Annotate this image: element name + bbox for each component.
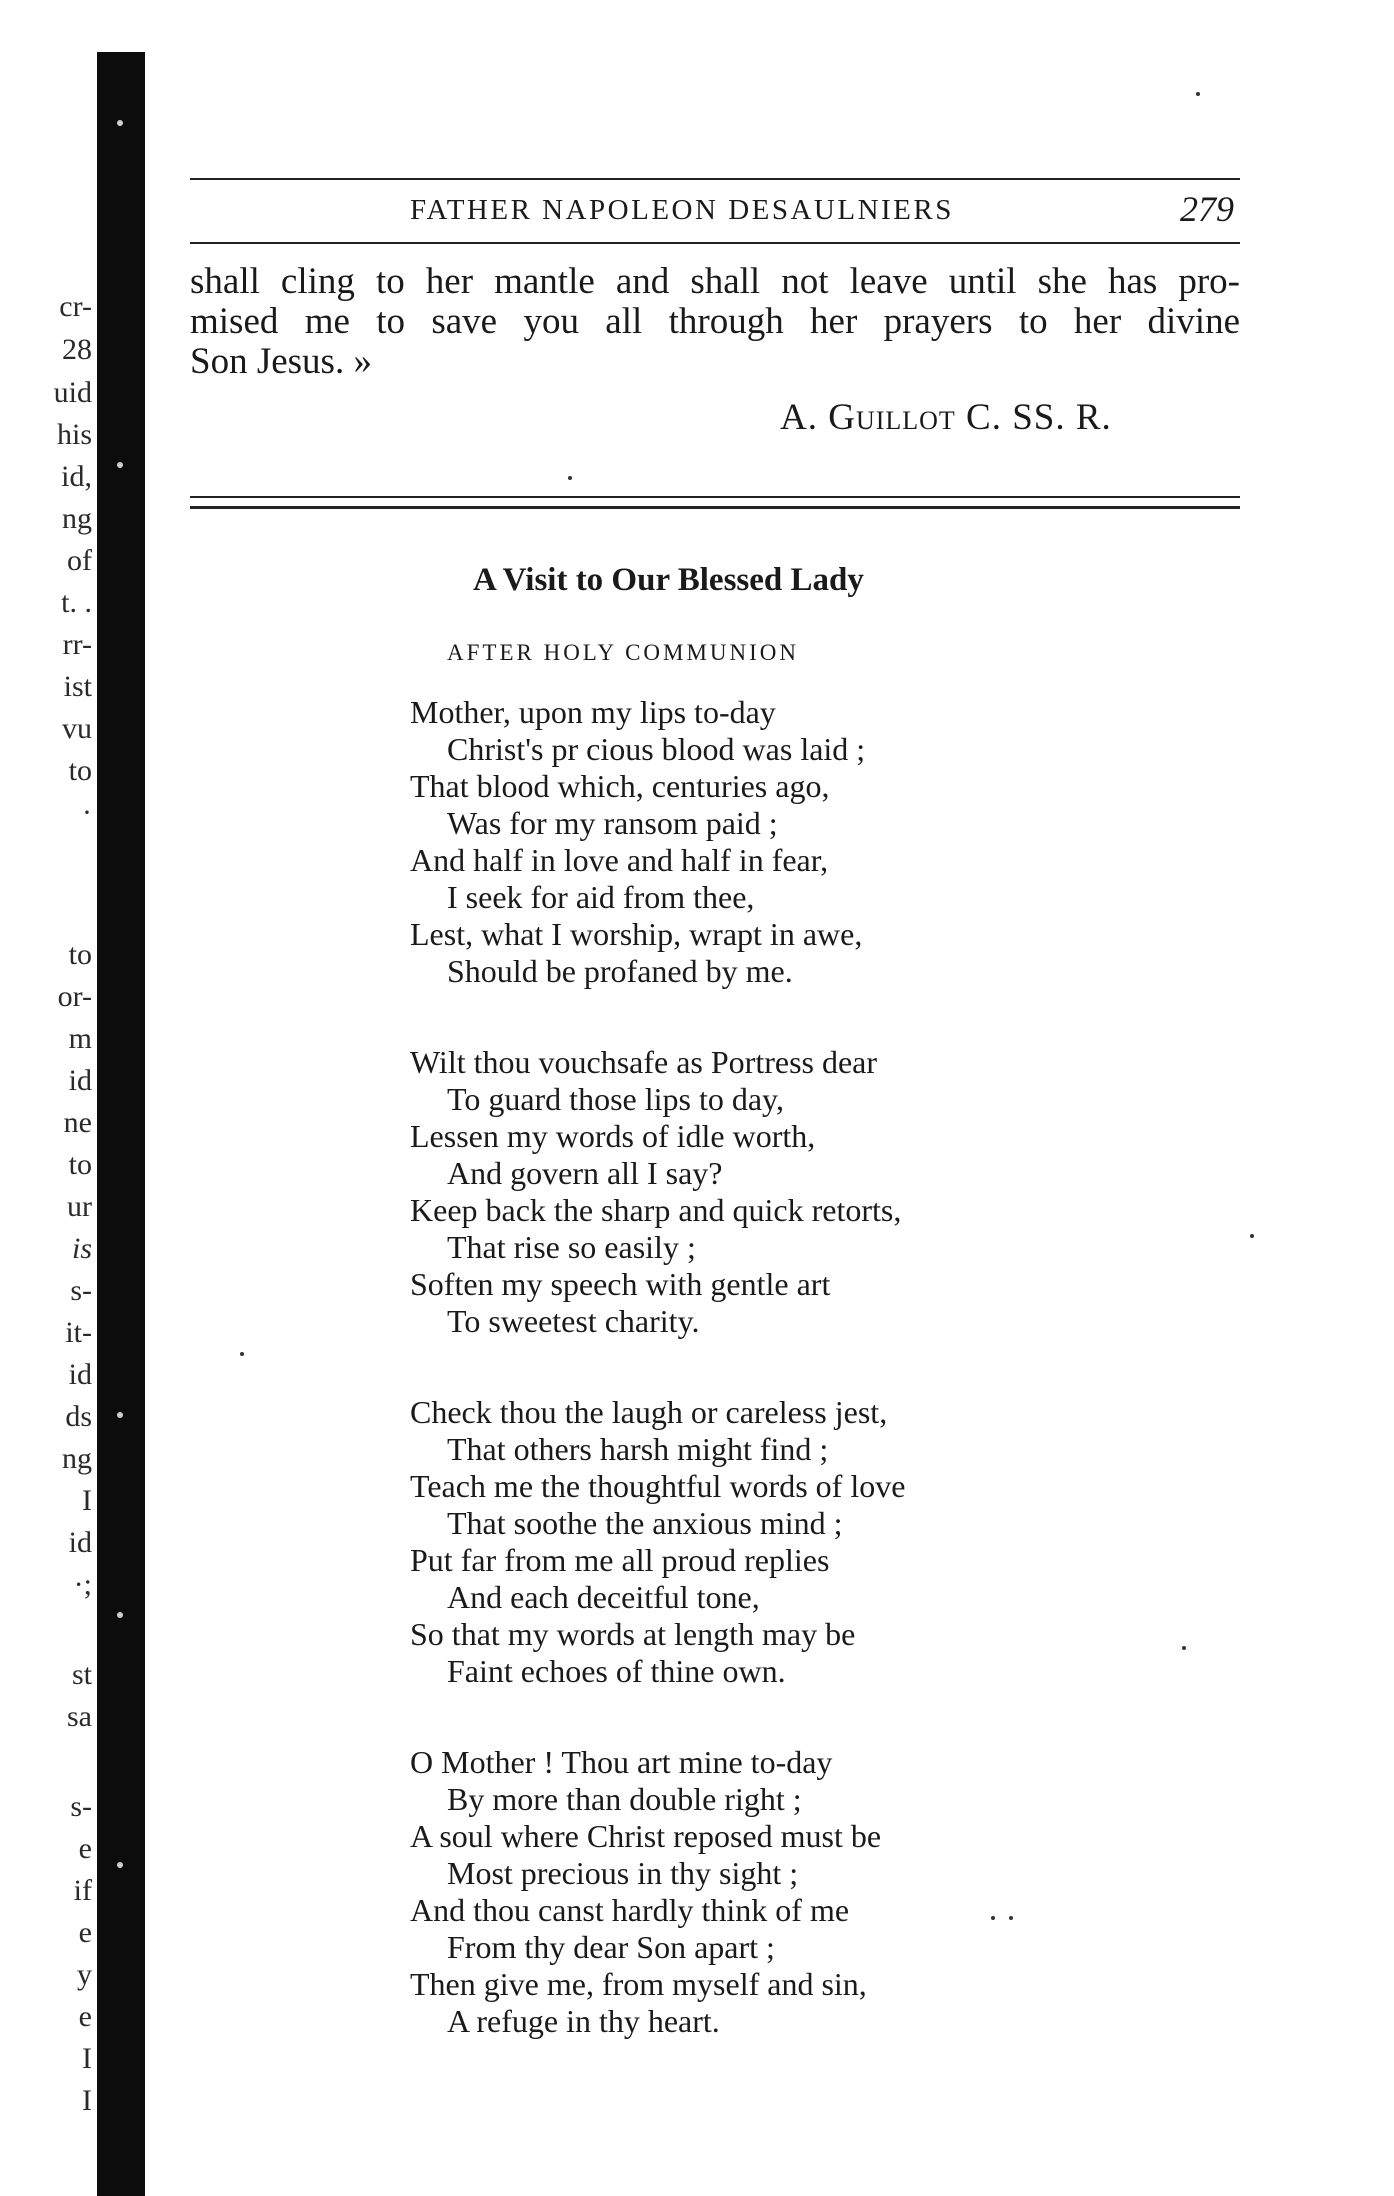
page-number: 279	[1180, 189, 1234, 229]
poem-line: Lest, what I worship, wrapt in awe,	[410, 916, 863, 952]
print-speck	[568, 476, 572, 480]
poem-line: To guard those lips to day,	[447, 1081, 784, 1117]
fragment: ·;	[73, 1568, 92, 1601]
fragment: st	[71, 1658, 92, 1691]
fragment: ur	[67, 1190, 92, 1223]
poem-line: And thou canst hardly think of me	[410, 1892, 850, 1928]
fragment: ne	[63, 1106, 92, 1139]
header-underline	[190, 242, 1240, 244]
prose-line: Son Jesus. »	[190, 341, 372, 382]
poem-line: Christ's pr cious blood was laid ;	[447, 731, 866, 767]
fragment: e	[78, 1916, 92, 1949]
fragment: vu	[62, 712, 92, 745]
poem-line: So that my words at length may be	[410, 1616, 856, 1652]
fragment: is	[71, 1232, 92, 1265]
fragment: of	[67, 544, 92, 577]
fragment: cr-	[59, 290, 92, 323]
fragment: e	[78, 2000, 92, 2033]
print-speck	[240, 1352, 244, 1356]
poem-line: And each deceitful tone,	[447, 1579, 760, 1615]
prose-line: mised me to save you all through her prayers to her divine	[190, 301, 1240, 342]
poem-line: Mother, upon my lips to-day	[410, 694, 776, 730]
poem-line: That rise so easily ;	[447, 1229, 696, 1265]
section-divider	[190, 496, 1240, 509]
poem-line: Teach me the thoughtful words of love	[410, 1468, 906, 1504]
poem-line: Faint echoes of thine own.	[447, 1653, 786, 1689]
fragment: to	[68, 938, 92, 971]
fragment: sa	[67, 1700, 92, 1733]
print-speck	[1182, 1646, 1186, 1650]
fragment: id	[68, 1064, 92, 1097]
facing-page-fragments	[0, 60, 100, 2160]
fragment: m	[68, 1022, 92, 1055]
prose-line: shall cling to her mantle and shall not leave until she has pro-	[190, 261, 1240, 302]
fragment: I	[82, 1484, 92, 1517]
poem-line: By more than double right ;	[447, 1781, 802, 1817]
fragment: ist	[63, 670, 92, 703]
poem-line: I seek for aid from thee,	[447, 879, 755, 915]
author-signature	[780, 396, 1112, 439]
poem-line: Check thou the laugh or careless jest,	[410, 1394, 888, 1430]
fragment: s-	[70, 1274, 92, 1307]
fragment: ds	[65, 1400, 92, 1433]
header-rule	[190, 178, 1240, 180]
poem-line: And govern all I say?	[447, 1155, 723, 1191]
fragment: to	[68, 1148, 92, 1181]
poem-line: Put far from me all proud replies	[410, 1542, 830, 1578]
poem-line: Lessen my words of idle worth,	[410, 1118, 816, 1154]
poem-line: From thy dear Son apart ;	[447, 1929, 775, 1965]
poem-line: That soothe the anxious mind ;	[447, 1505, 843, 1541]
fragment: if	[73, 1874, 92, 1907]
poem-line: Soften my speech with gentle art	[410, 1266, 831, 1302]
stanza-2	[410, 1044, 1110, 1340]
poem-line: Keep back the sharp and quick retorts,	[410, 1192, 902, 1228]
poem-line: O Mother ! Thou art mine to-day	[410, 1744, 833, 1780]
fragment: his	[56, 418, 92, 451]
signature-text: A. Guillot C. SS. R.	[780, 397, 1112, 438]
poem-line: And half in love and half in fear,	[410, 842, 829, 878]
fragment: I	[82, 2084, 92, 2117]
poem-line: That others harsh might find ;	[447, 1431, 829, 1467]
article-ending	[190, 262, 1240, 382]
poem-line: Wilt thou vouchsafe as Portress dear	[410, 1044, 878, 1080]
poem-subtitle: AFTER HOLY COMMUNION	[447, 640, 800, 665]
fragment: id	[68, 1526, 92, 1559]
fragment: uid	[53, 376, 92, 409]
print-speck	[1196, 92, 1200, 96]
poem-line: That blood which, centuries ago,	[410, 768, 830, 804]
fragment: or-	[57, 980, 92, 1013]
fragment: rr-	[62, 628, 92, 661]
poem-title: A Visit to Our Blessed Lady	[473, 562, 864, 598]
stanza-1	[410, 694, 1110, 990]
fragment: I	[82, 2042, 92, 2075]
fragment: ·	[82, 796, 92, 829]
fragment: ng	[62, 502, 92, 535]
fragment: it-	[65, 1316, 92, 1349]
print-speck	[1250, 1234, 1254, 1238]
fragment: e	[78, 1832, 92, 1865]
stanza-4	[410, 1744, 1110, 2040]
running-title: FATHER NAPOLEON DESAULNIERS	[410, 194, 954, 226]
book-gutter-shadow	[97, 52, 145, 2196]
stanza-3	[410, 1394, 1110, 1690]
fragment: s-	[70, 1790, 92, 1823]
poem-line: Most precious in thy sight ;	[447, 1855, 799, 1891]
fragment: to	[68, 754, 92, 787]
poem-line: Should be profaned by me.	[447, 953, 793, 989]
poem-line: To sweetest charity.	[447, 1303, 700, 1339]
fragment: id	[68, 1358, 92, 1391]
poem-line: A soul where Christ reposed must be	[410, 1818, 882, 1854]
fragment: ng	[62, 1442, 92, 1475]
fragment: id,	[61, 460, 92, 493]
running-head	[190, 178, 1240, 248]
poem-line: A refuge in thy heart.	[447, 2003, 720, 2039]
poem-line: Was for my ransom paid ;	[447, 805, 778, 841]
fragment: y	[77, 1958, 92, 1991]
fragment: t. .	[61, 586, 92, 619]
fragment: 28	[62, 333, 92, 366]
poem-line: Then give me, from myself and sin,	[410, 1966, 867, 2002]
